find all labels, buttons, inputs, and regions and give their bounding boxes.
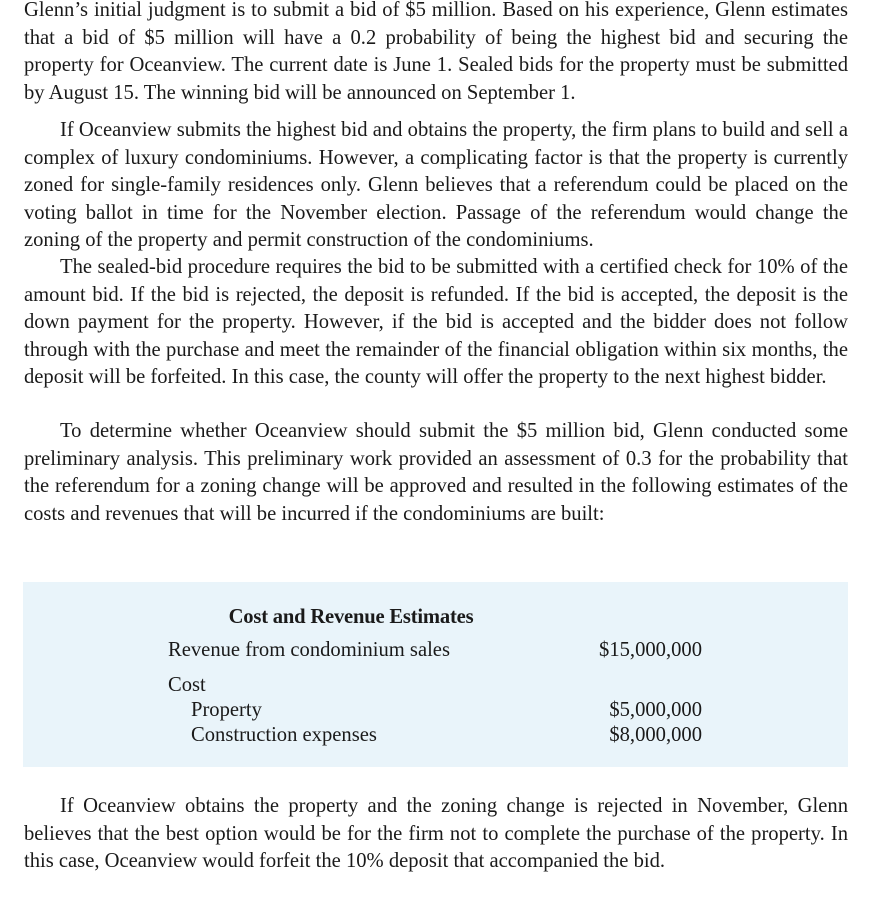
paragraph-condominium-plan: If Oceanview submits the highest bid and obtains the property, the firm plans to build and sell a complex of luxury condominiums. However, a complicating factor is that the property is currently zoned for single-family residences only. Glenn believes that a referendum could be placed on the voting ballot in time for the November election. Passage of the referendum would change the zoning of the property and permit construction of the condominiums. <box>24 119 848 252</box>
paragraph-zoning-rejected: If Oceanview obtains the property and the zoning change is rejected in November, Glenn believes that the best option would be for the firm not to complete the purchase of the property. In this case, Oceanview would forfeit the 10% deposit that accompanied the bid. <box>24 795 848 873</box>
paragraph-bid-judgment: Glenn’s initial judgment is to submit a bid of $5 million. Based on his experience, Glenn estimates that a bid of $5 million will have a 0.2 probability of being the highest bid and securing the property for Oceanview. The current date is June 1. Sealed bids for the property must be submitted by August 15. The winning bid will be announced on September 1. <box>24 0 848 104</box>
property-label: Property <box>191 699 262 721</box>
paragraph-sealed-bid-procedure: The sealed-bid procedure requires the bid to be submitted with a certified check for 10% of the amount bid. If the bid is rejected, the deposit is refunded. If the bid is accepted, the deposit is the down payment for the property. However, if the bid is accepted and the bidder does not follow through with the purchase and meet the remainder of the financial obligation within six months, the deposit will be forfeited. In this case, the county will offer the property to the next highest bidder. <box>24 256 848 389</box>
construction-value: $8,000,000 <box>609 724 702 746</box>
revenue-value: $15,000,000 <box>599 639 702 661</box>
revenue-label: Revenue from condominium sales <box>168 639 450 661</box>
cost-label: Cost <box>168 674 206 696</box>
table-title: Cost and Revenue Estimates <box>228 606 474 628</box>
property-value: $5,000,000 <box>609 699 702 721</box>
paragraph-preliminary-analysis: To determine whether Oceanview should submit the $5 million bid, Glenn conducted some preliminary analysis. This preliminary work provided an assessment of 0.3 for the probability that the referendum for a zoning change will be approved and resulted in the following estimates of the costs and revenues that will be incurred if the condominiums are built: <box>24 420 848 525</box>
cost-revenue-table <box>23 582 848 767</box>
construction-label: Construction expenses <box>191 724 377 746</box>
